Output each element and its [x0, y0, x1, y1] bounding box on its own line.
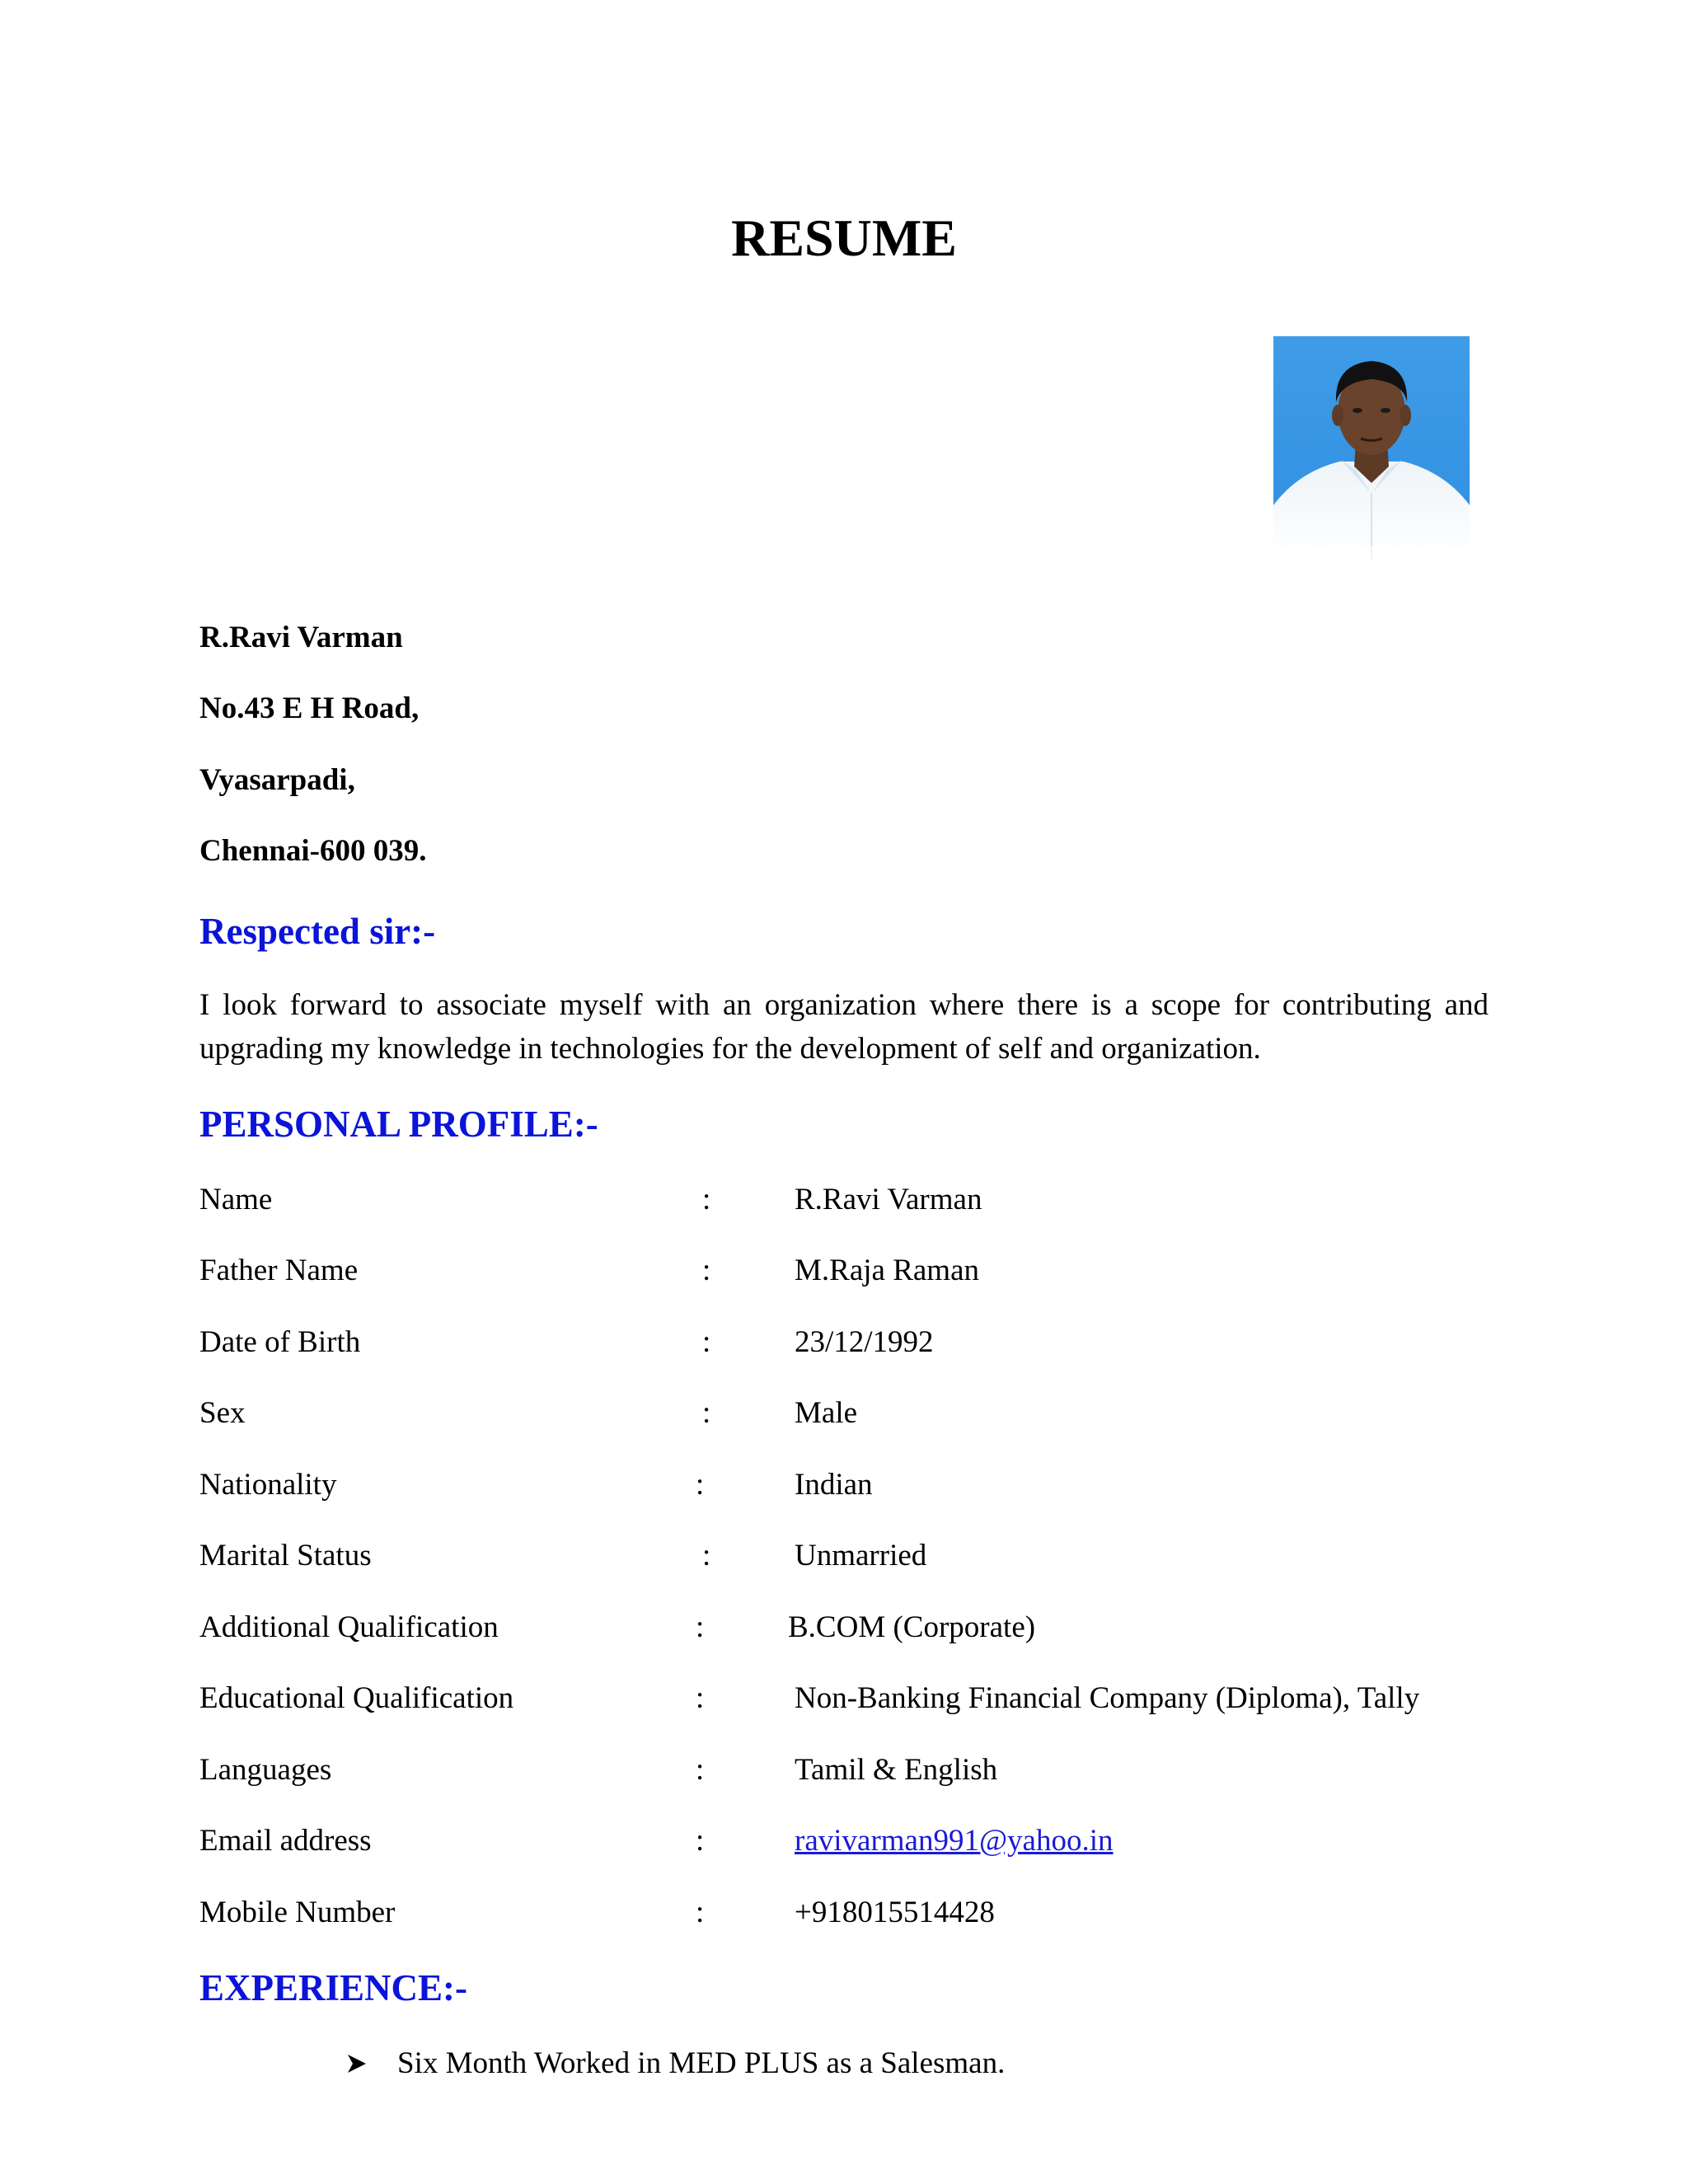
profile-label: Sex: [199, 1396, 246, 1430]
profile-row-additional-qualification: [0, 1607, 1688, 1648]
profile-label: Languages: [199, 1753, 332, 1787]
profile-value: Tamil & English: [795, 1753, 998, 1787]
arrowhead-bullet-icon: [346, 2043, 368, 2097]
address-line-1: No.43 E H Road,: [199, 691, 420, 725]
profile-value: Indian: [795, 1468, 873, 1502]
profile-value: M.Raja Raman: [795, 1254, 980, 1287]
profile-row-email-address: [0, 1821, 1688, 1862]
profile-value: Male: [795, 1396, 858, 1430]
profile-colon: :: [696, 1681, 705, 1715]
profile-colon: :: [696, 1896, 705, 1929]
profile-row-nationality: [0, 1465, 1688, 1506]
profile-label: Name: [199, 1183, 273, 1216]
salutation-heading: Respected sir:-: [199, 911, 436, 952]
profile-colon: :: [696, 1753, 705, 1787]
experience-item-text: Six Month Worked in MED PLUS as a Salesman.: [397, 2046, 1006, 2080]
profile-value: R.Ravi Varman: [795, 1183, 982, 1216]
profile-value: 23/12/1992: [795, 1325, 934, 1359]
profile-colon: :: [702, 1254, 711, 1287]
profile-row-father-name: [0, 1250, 1688, 1291]
personal-profile-heading: PERSONAL PROFILE:-: [199, 1104, 598, 1145]
profile-colon: :: [702, 1325, 711, 1359]
profile-label: Marital Status: [199, 1539, 372, 1572]
profile-label: Date of Birth: [199, 1325, 361, 1359]
profile-row-name: [0, 1179, 1688, 1221]
profile-label: Educational Qualification: [199, 1681, 514, 1715]
profile-photo: [1273, 336, 1470, 559]
profile-value: +918015514428: [795, 1896, 995, 1929]
profile-colon: :: [702, 1396, 711, 1430]
profile-colon: :: [696, 1824, 705, 1858]
profile-label: Nationality: [199, 1468, 337, 1502]
profile-row-date-of-birth: [0, 1322, 1688, 1363]
profile-label: Email address: [199, 1824, 372, 1858]
profile-value: Non-Banking Financial Company (Diploma), Tally: [795, 1681, 1420, 1715]
profile-colon: :: [702, 1539, 711, 1572]
email-link[interactable]: ravivarman991@yahoo.in: [795, 1824, 1114, 1858]
profile-value: B.COM (Corporate): [788, 1610, 1036, 1644]
profile-label: Mobile Number: [199, 1896, 396, 1929]
applicant-name: R.Ravi Varman: [199, 621, 403, 654]
profile-label: Father Name: [199, 1254, 359, 1287]
profile-row-educational-qualification: [0, 1678, 1688, 1719]
profile-row-mobile-number: [0, 1892, 1688, 1933]
address-line-3: Chennai-600 039.: [199, 834, 427, 868]
profile-colon: :: [696, 1610, 705, 1644]
profile-row-marital-status: [0, 1535, 1688, 1577]
experience-heading: EXPERIENCE:-: [199, 1967, 468, 2008]
objective-paragraph: I look forward to associate myself with an organization where there is a scope for contributing and upgrading my knowledge in technologies for the development of self and organization.: [199, 988, 1489, 1066]
profile-value: Unmarried: [795, 1539, 927, 1572]
profile-colon: :: [696, 1468, 705, 1502]
profile-label: Additional Qualification: [199, 1610, 499, 1644]
address-line-2: Vyasarpadi,: [199, 763, 355, 797]
profile-row-languages: [0, 1750, 1688, 1791]
profile-colon: :: [702, 1183, 711, 1216]
profile-row-sex: [0, 1393, 1688, 1434]
resume-title: RESUME: [731, 209, 957, 267]
